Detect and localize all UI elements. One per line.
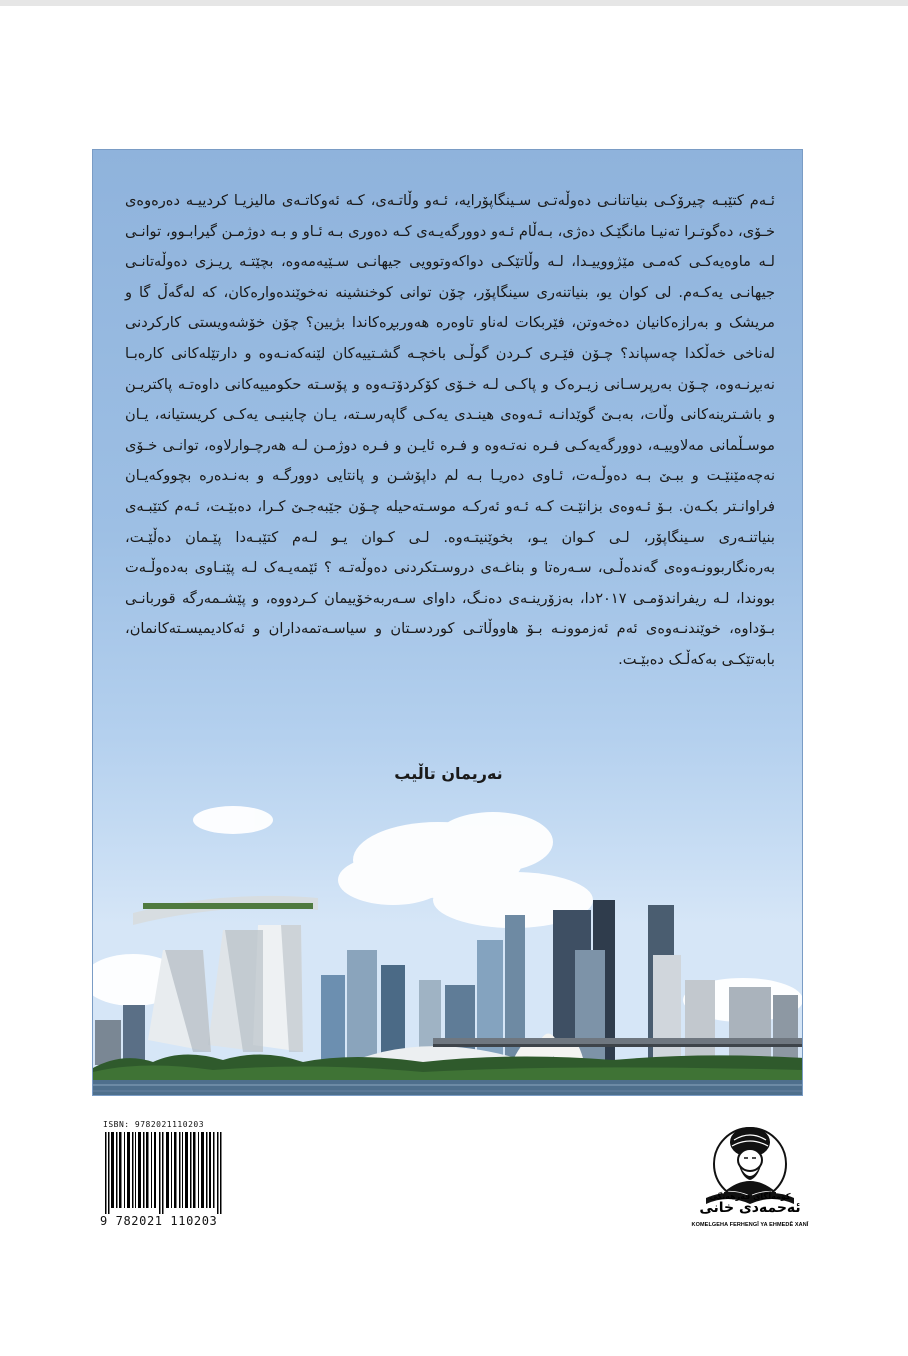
- top-edge-strip: [0, 0, 908, 6]
- back-cover-panel: [92, 149, 803, 1096]
- cover-blurb-text: ئـەم کتێبـە چیرۆکـی بنیاتنانـی دەوڵەتـی سـینگاپۆرایە، ئـەو وڵاتـەی، کـە ئەوکاتـەی مالیزیـا کردییـە دەرەوەی خـۆی، دەگوتـرا تەنیـا مانگێـک دەژی، بـەڵام ئـەو دوورگەیـەی کـە دەوری بـە ئـاو و بـە دوژمـن گیرابـوو، توانـی لـە ماوەیەکـی کەمـی مێژووییـدا، لـە وڵاتێکـی دواکەوتوویی جیهانـی سـێیەمەوە، بچێتـە ڕیـزی دەوڵەتانـی جیهانـی یەکـەم. لی کوان یو، بنیاتنەری سینگاپۆر، چۆن توانی کوخنشینە نەخوێندەوارەکان، کە لەگەڵ گا و مریشک و بەرازەکانیان دەخەوتن، فێربکات لەناو تاوەرە هەوربڕەکاندا بژیین؟ چۆن خۆشەویستی کارکردنی لەناخی خەڵکدا چەسپاند؟ چـۆن فێـری کـردن گوڵـی باخچـە گشـتییەکان لێنەکەنـەوە و دارتێلەکانی کارەبـا نەبڕنـەوە، چـۆن بەرپرسـانی زیـرەک و پاکـی لـە خـۆی کۆکردۆتـەوە و پۆسـتە حکومییەکانی داوەتـە پاکتریـن و باشـترینەکانی وڵات، بەبـێ گوێدانـە ئـەوەی هینـدی یەکـی گاپەرسـتە، یـان چاینیـی یەکـی کریستیانە، یـان موسـڵمانی مەلاوییـە، دوورگەیەکـی فـرە نەتـەوە و فـرە ئایـن و فـرە دوژمـن لـە هەرچـوارلاوە، توانـی خـۆی نەچەمێنێـت و ببـێ بـە دەوڵـەت، ئـاوی دەریـا بـە ﻟﻢ داپۆشـن و پانتایی دوورگـە و بەنـدەرە بچووکەیـان فراوانـتر بکـەن. بـۆ ئـەوەی بزانێـت کـە ئـەو ئەرکـە موسـتەحیلە چـۆن جێبەجـێ کـرا، دەبێـت، ئـەم کتێبـەی بنیاتنـەری سـینگاپۆر، لـی کـوان یـو، بخوێنیتـەوە. لـی کـوان یـو لـەم کتێبـەدا پێـمان دەڵێـت، بەرەنگاربوونـەوەی گەندەڵـی، سـەرەتا و بناغـەی دروسـتکردنی دەوڵەتـە ؟ ئێمەیـەک لـە پێنـاوی بەدەوڵـەت بووندا، لـە ریفراندۆمـی ٢٠١٧دا، بەزۆرینـەی دەنـگ، داوای سـەربەخۆییمان کـردووە، و پێشـمەرگە قوربانـی بـۆداوە، خوێندنـەوەی ئەم ئەزموونـە بـۆ هاووڵاتـی کوردسـتان و سیاسـەتمەداران و ئەکادیمیسـتەکانمان، بابەتێکـی بەکەڵـک دەبێـت.: [125, 192, 775, 668]
- author-name: نەریمان تاڵیب: [394, 764, 503, 783]
- isbn-barcode: [103, 1132, 223, 1214]
- isbn-label: ISBN: 9782021110203: [103, 1120, 205, 1129]
- publisher-name-big: ئەحمەدی خانی: [699, 1200, 801, 1216]
- isbn-digits: 9 782021 110203: [100, 1214, 218, 1228]
- publisher-name-latin: KOMELGEHA FERHENGÎ YA EHMEDÊ XANÎ: [691, 1222, 809, 1228]
- publisher-name-small: کۆمەڵگای فەرهەنگی: [709, 1192, 791, 1201]
- singapore-skyline-illustration: [93, 790, 803, 1096]
